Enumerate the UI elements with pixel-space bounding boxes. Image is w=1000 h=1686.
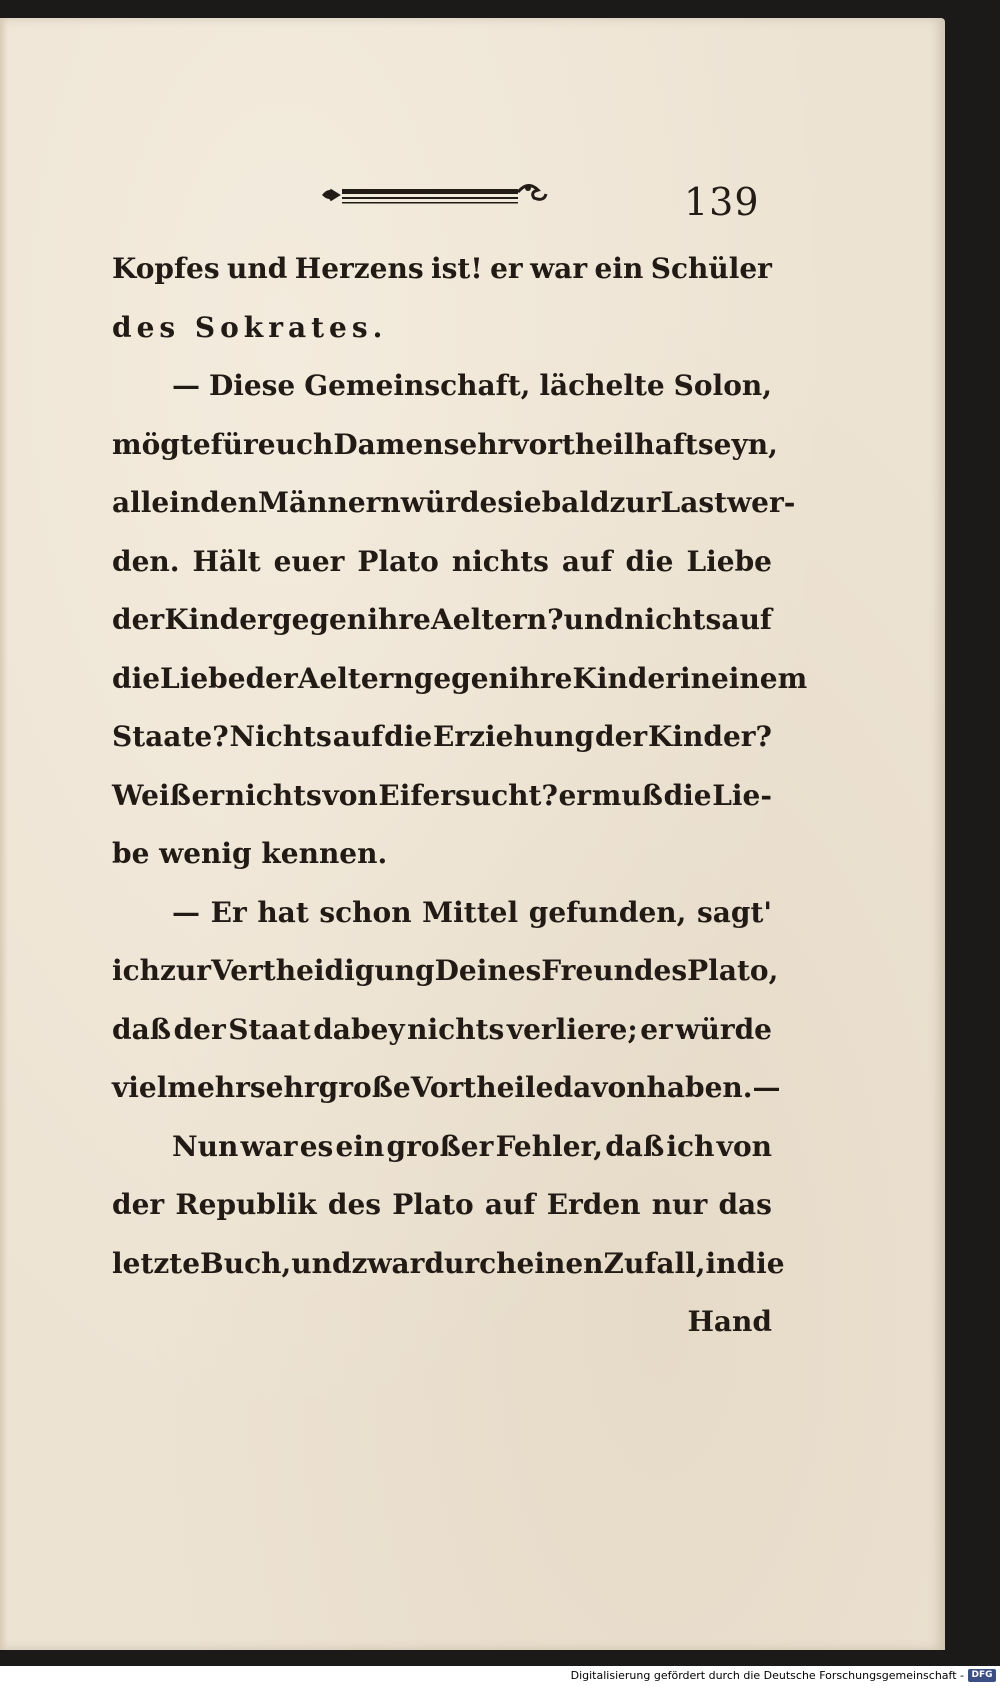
text-line: [112, 720, 772, 779]
word: dabey: [313, 1012, 405, 1046]
word: Staate?: [112, 720, 229, 753]
word: Erziehung: [433, 720, 595, 753]
word: letzte: [112, 1246, 201, 1280]
word: davon: [553, 1071, 647, 1104]
word: einen: [516, 1246, 604, 1280]
word: mögte: [112, 427, 211, 461]
word: die: [736, 1246, 785, 1280]
word: war: [240, 1129, 298, 1163]
word: ihre: [508, 661, 573, 695]
word: euer: [273, 544, 345, 578]
word: einem: [710, 661, 808, 695]
word: Buch,: [200, 1246, 292, 1280]
word: zur: [160, 954, 212, 987]
word: Lie-: [712, 778, 772, 812]
word: Zufall,: [603, 1246, 706, 1280]
dfg-logo: DFG: [968, 1669, 996, 1682]
word: die: [625, 544, 674, 578]
word: Kinder: [164, 603, 272, 636]
word: durch: [424, 1246, 517, 1280]
word: schon: [319, 895, 412, 929]
word: ist!: [431, 252, 483, 285]
word: Republik: [175, 1188, 317, 1221]
word: Staat: [228, 1012, 311, 1046]
word: das: [718, 1188, 772, 1221]
word: gegen: [271, 603, 368, 636]
word: ich: [112, 954, 161, 987]
word: die: [112, 661, 161, 695]
word: der: [112, 603, 165, 636]
word: er: [490, 252, 523, 285]
word: den: [200, 486, 258, 519]
header-ornament-icon: [318, 178, 550, 212]
word: von: [716, 1129, 772, 1163]
word: hat: [257, 895, 309, 929]
word: er: [191, 778, 225, 812]
word: auf: [721, 603, 772, 636]
word: Erden: [546, 1188, 641, 1221]
page-number: 139: [684, 180, 760, 224]
word: würde: [400, 486, 498, 519]
text-line: be wenig kennen.: [112, 837, 388, 870]
word: es: [299, 1129, 334, 1163]
word: nichts: [451, 544, 549, 578]
word: Nichts: [229, 720, 332, 753]
word: sie: [497, 486, 542, 519]
word: Freundes: [541, 954, 688, 987]
word: Nun: [172, 1129, 239, 1163]
word: —: [172, 895, 200, 929]
word: großer: [386, 1129, 494, 1163]
word: Plato: [357, 544, 439, 578]
text-line: des Sokrates.: [112, 310, 388, 344]
word: würde: [675, 1012, 772, 1046]
text-line: [112, 252, 772, 311]
word: Aeltern: [297, 661, 414, 695]
word: der: [595, 720, 648, 753]
word: sagt': [697, 895, 772, 929]
word: bald: [541, 486, 610, 519]
word: nichts: [224, 778, 322, 812]
word: Kinder: [572, 661, 680, 695]
word: und: [563, 603, 624, 636]
word: zwar: [351, 1246, 425, 1280]
text-line: [112, 545, 772, 604]
word: ihre: [367, 603, 431, 636]
word: die: [663, 778, 712, 812]
word: von: [322, 778, 378, 812]
word: allein: [112, 486, 201, 519]
word: der: [245, 661, 298, 695]
word: war: [530, 252, 588, 285]
word: muß: [591, 778, 663, 812]
text-line: [112, 1130, 772, 1189]
word: Damen: [333, 427, 444, 461]
word: Schüler: [650, 252, 772, 285]
word: vielmehr: [112, 1071, 250, 1104]
word: der: [173, 1012, 226, 1046]
word: Liebe: [160, 661, 246, 695]
word: Solon,: [673, 369, 772, 402]
text-line: [112, 896, 772, 955]
word: sehr: [249, 1071, 319, 1104]
text-line: [112, 1246, 785, 1306]
word: die: [384, 720, 433, 753]
catchword: Hand: [687, 1305, 772, 1338]
text-line: [112, 427, 778, 487]
word: Gemeinschaft,: [304, 369, 531, 402]
word: Kinder?: [648, 720, 772, 753]
word: gefunden,: [528, 895, 687, 929]
word: Last: [660, 486, 728, 519]
word: Deines: [434, 954, 542, 987]
word: Vertheidigung: [211, 954, 435, 987]
word: Herzens: [294, 252, 424, 285]
word: Aeltern?: [431, 603, 564, 636]
word: nur: [651, 1188, 708, 1221]
text-line: [112, 954, 779, 1013]
word: er: [558, 778, 592, 812]
word: Er: [210, 895, 247, 929]
word: auf: [332, 720, 384, 753]
word: Plato: [392, 1188, 474, 1221]
word: sehr: [443, 427, 513, 461]
text-line: [112, 1071, 781, 1130]
text-line: [112, 369, 772, 428]
word: Männern: [257, 486, 401, 519]
word: Plato,: [687, 954, 779, 987]
word: Kopfes: [112, 252, 220, 285]
word: Eifersucht?: [378, 778, 558, 812]
footer-bar: [0, 1666, 1000, 1686]
word: und: [291, 1246, 352, 1280]
word: gegen: [413, 661, 509, 695]
text-line: [112, 779, 772, 838]
word: in: [705, 1246, 737, 1280]
word: euch: [257, 427, 334, 461]
word: haben.: [646, 1071, 753, 1104]
word: Liebe: [686, 544, 772, 578]
word: verliere;: [506, 1012, 638, 1046]
word: zur: [609, 486, 661, 519]
word: ein: [335, 1129, 385, 1163]
text-line: [112, 1013, 772, 1072]
word: für: [210, 427, 258, 461]
footer-credit: Digitalisierung gefördert durch die Deutsche Forschungsgemeinschaft -: [570, 1669, 964, 1682]
word: Diese: [208, 369, 296, 402]
word: Fehler,: [495, 1129, 604, 1163]
text-line: [112, 661, 808, 721]
word: große: [318, 1071, 411, 1104]
word: lächelte: [539, 369, 665, 402]
word: den.: [112, 544, 180, 578]
text-line: [112, 486, 796, 545]
word: Hält: [192, 544, 261, 578]
word: ein: [594, 252, 644, 285]
body-text: [112, 252, 808, 1364]
word: in: [679, 661, 711, 695]
word: —: [172, 369, 200, 402]
word: vortheilhaft: [512, 427, 698, 461]
word: der: [112, 1188, 165, 1221]
word: auf: [561, 544, 613, 578]
word: wer-: [727, 486, 796, 519]
text-line: [112, 603, 772, 662]
word: auf: [484, 1188, 536, 1221]
word: daß: [605, 1129, 665, 1163]
word: und: [227, 252, 288, 285]
word: daß: [112, 1012, 171, 1046]
word: Weiß: [112, 778, 191, 812]
word: nichts: [407, 1012, 505, 1046]
word: nichts: [624, 603, 722, 636]
word: er: [640, 1012, 673, 1046]
word: ich: [666, 1129, 715, 1163]
word: des: [327, 1188, 382, 1221]
word: seyn,: [697, 427, 778, 461]
page-edge: [0, 18, 8, 1650]
word: —: [752, 1071, 781, 1104]
text-line: [112, 1188, 772, 1247]
word: Mittel: [422, 895, 519, 929]
word: Vortheile: [410, 1071, 554, 1104]
